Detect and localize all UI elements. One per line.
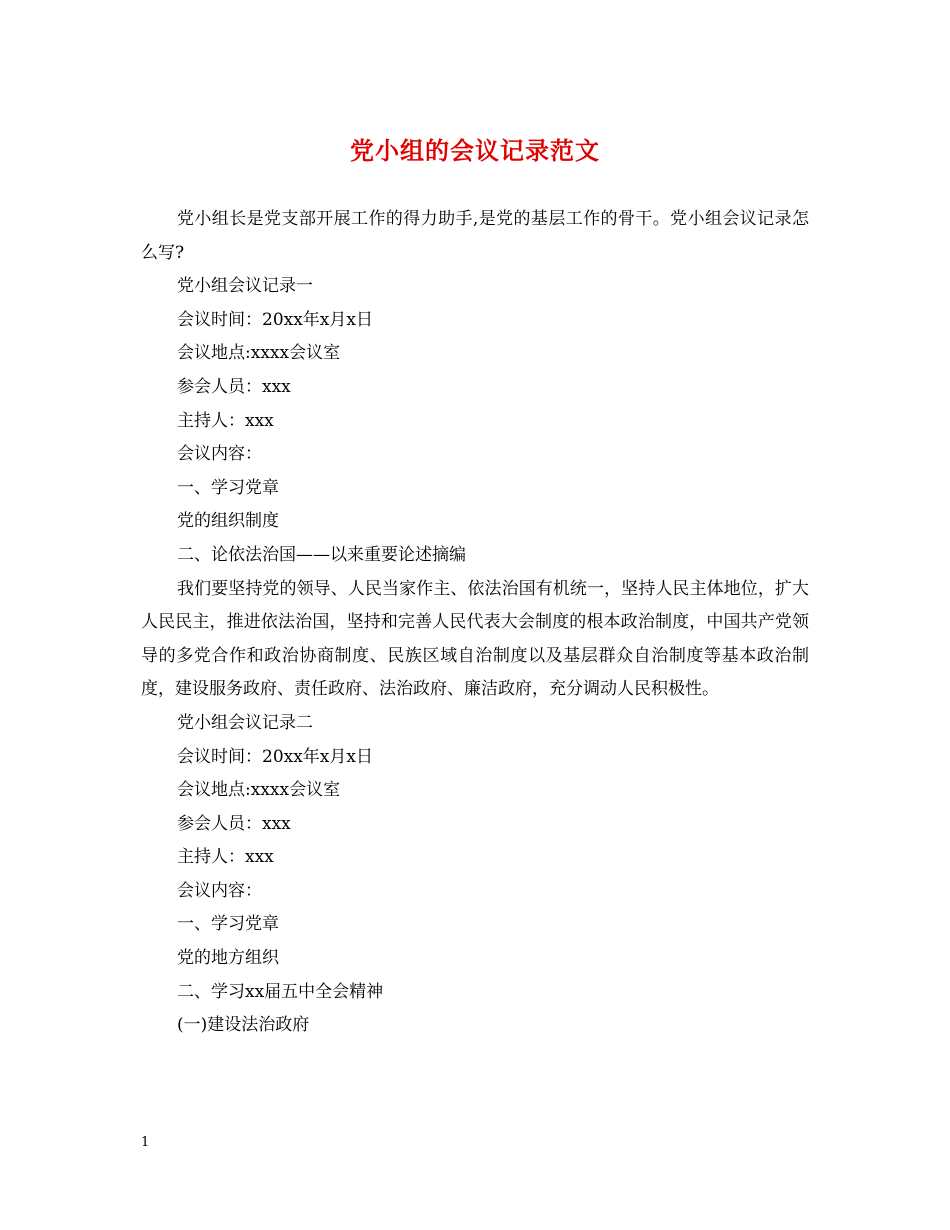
record2-item1: 一、学习党章 (177, 914, 279, 935)
record2-time: 会议时间：20xx年x月x日 (177, 746, 373, 767)
record2-host: 主持人：xxx (177, 847, 274, 868)
record1-item2: 二、论依法治国——以来重要论述摘编 (177, 544, 466, 565)
record1-host: 主持人：xxx (177, 410, 274, 431)
record1-content-label: 会议内容： (177, 444, 262, 465)
record1-heading: 党小组会议记录一 (177, 276, 313, 297)
record1-paragraph: 我们要坚持党的领导、人民当家作主、依法治国有机统一，坚持人民主体地位，扩大人民民主，推进依法治国，坚持和完善人民代表大会制度的根本政治制度，中国共产党领导的多党合作和政治协商制度、民族区域自治制度以及基层群众自治制度等基本政治制度，建设服务政府、责任政府、法治政府、廉洁政府，充分调动人民积极性。 (141, 578, 809, 700)
record2-item1-sub: 党的地方组织 (177, 948, 279, 969)
record1-item1-sub: 党的组织制度 (177, 511, 279, 532)
record1-item1: 一、学习党章 (177, 477, 279, 498)
record2-content-label: 会议内容： (177, 880, 262, 901)
document-title: 党小组的会议记录范文 (350, 136, 600, 165)
record2-attendees: 参会人员：xxx (177, 813, 291, 834)
record1-attendees: 参会人员：xxx (177, 376, 291, 397)
page-number: 1 (141, 1135, 150, 1150)
record2-heading: 党小组会议记录二 (177, 712, 313, 733)
document-body (141, 203, 809, 1043)
record1-place: 会议地点:xxxx会议室 (177, 343, 341, 364)
record2-item2-sub: (一)建设法治政府 (177, 1015, 310, 1036)
record2-item2: 二、学习xx届五中全会精神 (177, 981, 384, 1002)
intro-paragraph: 党小组长是党支部开展工作的得力助手,是党的基层工作的骨干。党小组会议记录怎么写? (141, 209, 809, 263)
record1-time: 会议时间：20xx年x月x日 (177, 309, 373, 330)
record2-place: 会议地点:xxxx会议室 (177, 780, 341, 801)
